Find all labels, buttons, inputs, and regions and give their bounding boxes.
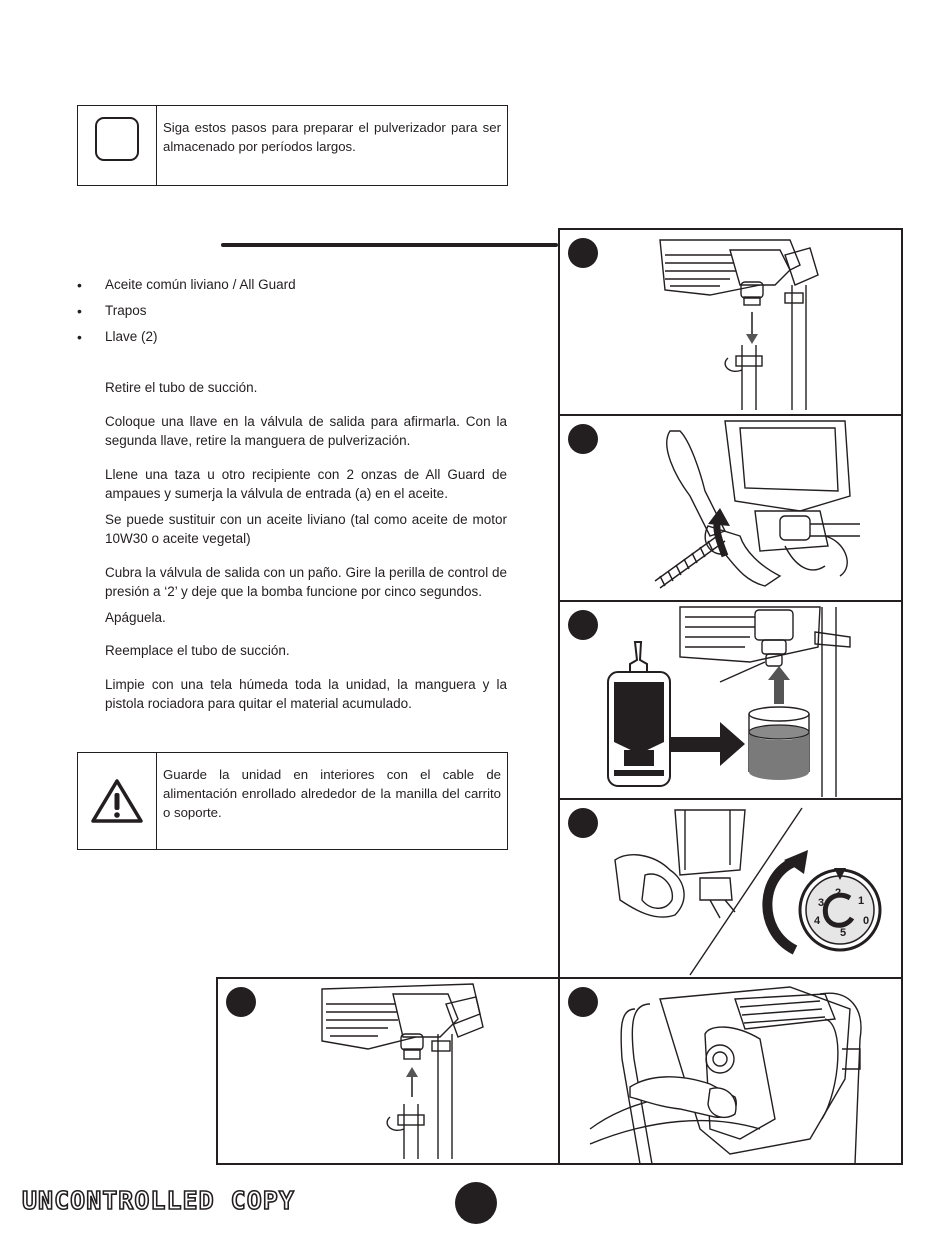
materials-list bbox=[77, 275, 296, 353]
suction-tube-removal-drawing bbox=[560, 230, 903, 416]
pressure-dial-drawing bbox=[560, 800, 903, 979]
page-number-badge bbox=[455, 1182, 497, 1224]
cleaning-unit-drawing bbox=[560, 979, 903, 1165]
step-5-text: Apáguela. bbox=[105, 609, 166, 625]
suction-tube-replace-drawing bbox=[218, 979, 560, 1165]
dial-label-1: 1 bbox=[858, 895, 865, 907]
illustration-step-7 bbox=[558, 977, 903, 1165]
list-item: • Aceite común liviano / All Guard bbox=[77, 275, 296, 301]
wrench-drawing bbox=[560, 416, 903, 602]
list-item: • Llave (2) bbox=[77, 327, 296, 353]
oil-bottle-and-cup-drawing bbox=[560, 602, 903, 800]
warning-text: Guarde la unidad en interiores con el cable de alimentación enrollado alrededor de la manilla del carrito o soporte. bbox=[163, 767, 501, 820]
dial-label-3: 3 bbox=[818, 897, 825, 909]
dial-label-5: 5 bbox=[840, 927, 847, 939]
note-box bbox=[77, 105, 508, 186]
warning-icon bbox=[90, 777, 144, 825]
steps-text bbox=[105, 378, 507, 728]
dial-label-2: 2 bbox=[835, 887, 842, 899]
dial-label-0: 0 bbox=[863, 915, 870, 927]
step-6-text: Reemplace el tubo de succión. bbox=[105, 643, 290, 658]
illustration-step-3 bbox=[558, 600, 903, 800]
step-1-text: Retire el tubo de succión. bbox=[105, 380, 258, 395]
step-3-text: Llene una taza u otro recipiente con 2 onzas de All Guard de ampaues y sumerja la válvula de entrada (a) en el aceite. bbox=[105, 466, 507, 501]
illustration-step-2 bbox=[558, 414, 903, 602]
illustration-step-6 bbox=[216, 977, 560, 1165]
list-item: • Trapos bbox=[77, 301, 296, 327]
step-7-text: Limpie con una tela húmeda toda la unidad, la manguera y la pistola rociadora para quitar el material acumulado. bbox=[105, 676, 507, 711]
uncontrolled-copy-watermark: UNCONTROLLED COPY bbox=[22, 1186, 295, 1215]
note-text: Siga estos pasos para preparar el pulverizador para ser almacenado por períodos largos. bbox=[163, 120, 501, 154]
warning-box bbox=[77, 752, 508, 850]
illustration-step-1 bbox=[558, 228, 903, 416]
step-3-subnote: Se puede sustituir con un aceite liviano (tal como aceite de motor 10W30 o aceite vegetal) bbox=[105, 511, 507, 546]
step-2-text: Coloque una llave en la válvula de salida para afirmarla. Con la segunda llave, retire la manguera de pulverización. bbox=[105, 413, 507, 448]
warning-icon-cell bbox=[78, 753, 157, 849]
illustration-step-4 bbox=[558, 798, 903, 979]
step-4-text: Cubra la válvula de salida con un paño. Gire la perilla de control de presión a ‘2’ y deje que la bomba funcione por cinco segundos. bbox=[105, 564, 507, 599]
section-header-rule bbox=[221, 243, 558, 247]
note-icon bbox=[95, 117, 139, 161]
note-icon-cell bbox=[78, 106, 157, 185]
dial-label-4: 4 bbox=[814, 915, 821, 927]
